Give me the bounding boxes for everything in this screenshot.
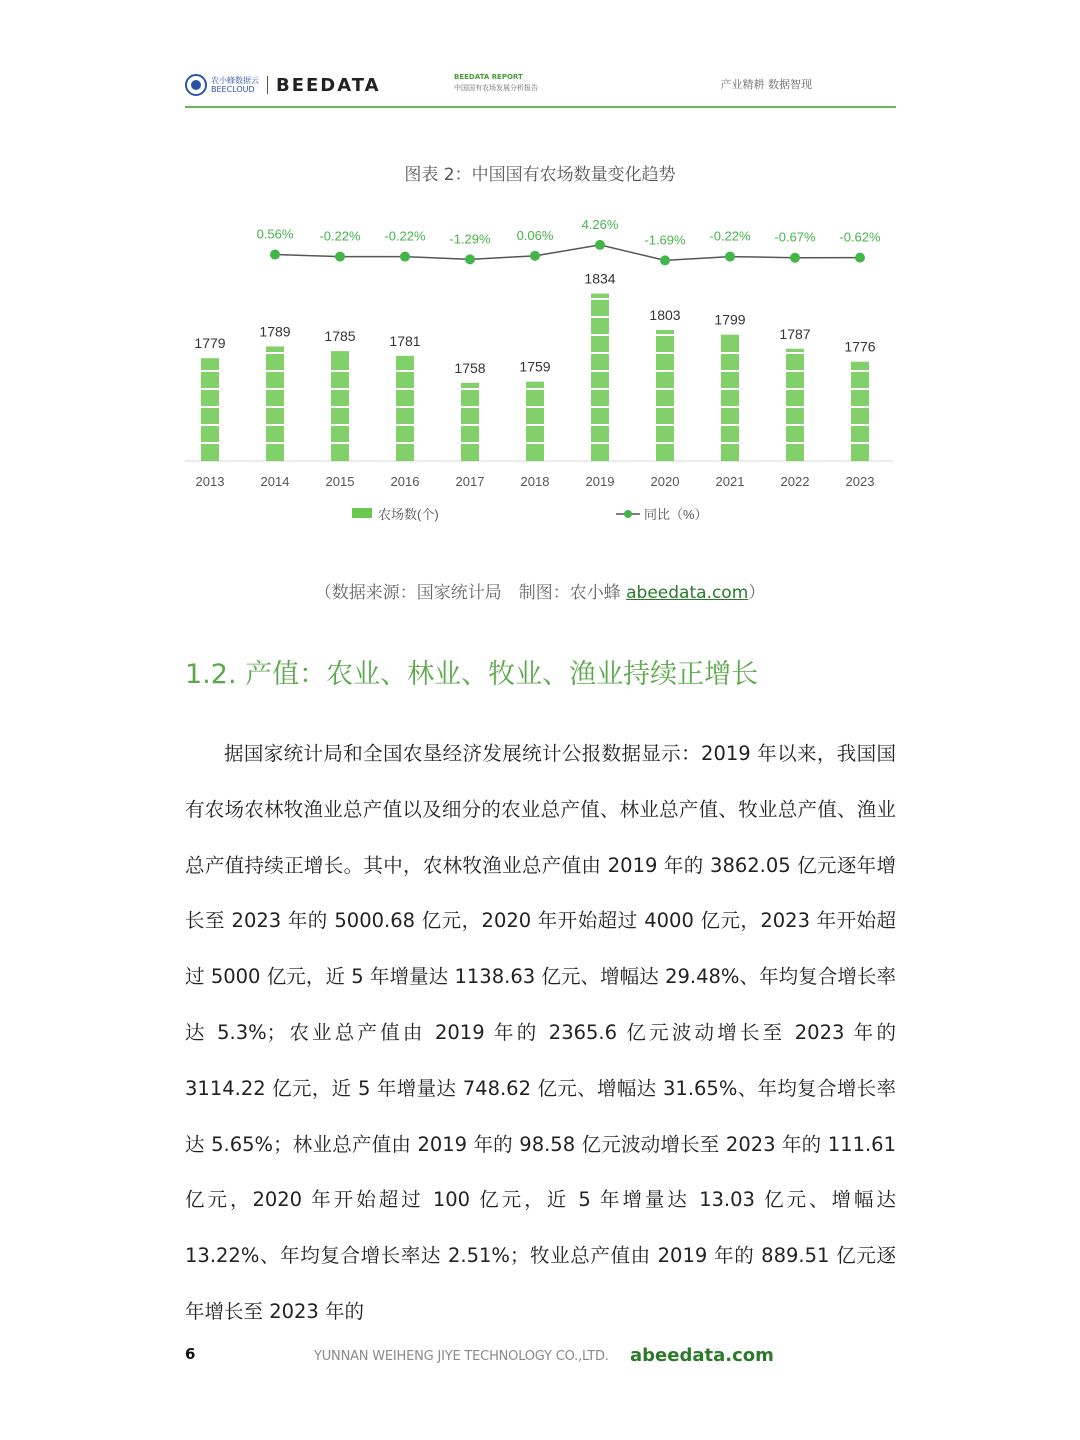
logo-cn: 农小蜂数据云 (211, 76, 259, 85)
x-tick-2016: 2016 (390, 474, 420, 489)
chart-title: 图表 2：中国国有农场数量变化趋势 (404, 165, 676, 185)
legend-bar-swatch (352, 508, 372, 518)
bar-label-2021: 1799 (714, 311, 746, 328)
bar-label-2020: 1803 (649, 306, 681, 323)
yoy-point-2014 (270, 250, 280, 260)
x-tick-2015: 2015 (325, 474, 355, 489)
bar-label-2014: 1789 (259, 323, 291, 340)
yoy-label-2017: -1.29% (449, 231, 491, 247)
yoy-label-2022: -0.67% (774, 229, 816, 245)
x-tick-2021: 2021 (715, 474, 745, 489)
yoy-label-2019: 4.26% (581, 216, 619, 232)
bar-label-2015: 1785 (324, 328, 356, 345)
bar-label-2017: 1758 (454, 359, 486, 376)
source-close: ） (748, 583, 766, 603)
page-footer (185, 1345, 896, 1369)
report-en: BEEDATA REPORT (454, 73, 523, 81)
yoy-label-2020: -1.69% (644, 232, 686, 248)
x-tick-2022: 2022 (780, 474, 810, 489)
yoy-point-2015 (335, 252, 345, 262)
yoy-point-2020 (660, 255, 670, 265)
yoy-label-2018: 0.06% (516, 227, 554, 243)
page-number: 6 (185, 1345, 196, 1363)
report-cn: 中国国有农场发展分析报告 (454, 84, 538, 92)
x-tick-2018: 2018 (520, 474, 550, 489)
yoy-point-2018 (530, 251, 540, 261)
body-paragraph (185, 726, 896, 1340)
logo-en: BEECLOUD (211, 85, 255, 94)
bar-label-2013: 1779 (194, 335, 226, 352)
bar-label-2019: 1834 (584, 270, 616, 287)
x-tick-2017: 2017 (455, 474, 485, 489)
yoy-label-2015: -0.22% (319, 228, 361, 244)
legend-bar-label: 农场数(个) (378, 507, 439, 522)
x-tick-2019: 2019 (585, 474, 615, 489)
bar-2018 (526, 382, 544, 461)
yoy-line (275, 245, 860, 260)
bar-2017 (461, 383, 479, 461)
source-link[interactable]: abeedata.com (626, 583, 749, 603)
farm-count-chart (0, 0, 1080, 560)
yoy-point-2019 (595, 240, 605, 250)
source-text: （数据来源：国家统计局 制图：农小蜂 (314, 583, 627, 603)
legend-line-marker (624, 510, 632, 518)
yoy-point-2016 (400, 252, 410, 262)
yoy-point-2023 (855, 253, 865, 263)
footer-site[interactable]: abeedata.com (630, 1345, 774, 1366)
yoy-label-2014: 0.56% (256, 226, 294, 242)
x-tick-2023: 2023 (845, 474, 875, 489)
bar-2019 (591, 294, 609, 461)
bar-2020 (656, 330, 674, 461)
bar-label-2016: 1781 (389, 332, 421, 349)
yoy-label-2021: -0.22% (709, 228, 751, 244)
yoy-point-2017 (465, 254, 475, 264)
bar-2022 (786, 349, 804, 461)
header-slogan: 产业精耕 数据智现 (720, 78, 812, 91)
section-title: 1.2. 产值：农业、林业、牧业、渔业持续正增长 (185, 659, 759, 690)
x-tick-2014: 2014 (260, 474, 290, 489)
yoy-point-2021 (725, 252, 735, 262)
chart-source (0, 578, 1080, 603)
brand-name: BEEDATA (276, 74, 381, 96)
bar-2013 (201, 358, 219, 461)
x-tick-2020: 2020 (650, 474, 680, 489)
yoy-point-2022 (790, 253, 800, 263)
yoy-label-2016: -0.22% (384, 228, 426, 244)
bar-label-2022: 1787 (779, 325, 811, 342)
company-name: YUNNAN WEIHENG JIYE TECHNOLOGY CO.,LTD. (314, 1349, 609, 1364)
bar-2023 (851, 362, 869, 461)
yoy-label-2023: -0.62% (839, 229, 881, 245)
x-tick-2013: 2013 (195, 474, 225, 489)
legend-line-label: 同比（%） (644, 507, 708, 522)
body-text: 据国家统计局和全国农垦经济发展统计公报数据显示：2019 年以来，我国国有农场农林牧渔业总产值以及细分的农业总产值、林业总产值、牧业总产值、渔业总产值持续正增长。其中，农林牧渔业总产值由 2019 年的 3862.05 亿元逐年增长至 2023 年的 5000.68 亿元，2020 年开始超过 4000 亿元，2023 年开始超过 5000 亿元，近 5 年增量达 1138.63 亿元、增幅达 29.48%、年均复合增长率达 5.3%；农业总产值由 2019 年的 2365.6 亿元波动增长至 2023 年的 3114.22 亿元，近 5 年增量达 748.62 亿元、增幅达 31.65%、年均复合增长率达 5.65%；林业总产值由 2019 年的 98.58 亿元波动增长至 2023 年的 111.61 亿元，2020 年开始超过 100 亿元，近 5 年增量达 13.03 亿元、增幅达 13.22%、年均复合增长率达 2.51%；牧业总产值由 2019 年的 889.51 亿元逐年增长至 2023 年的 (185, 742, 896, 1323)
bar-label-2018: 1759 (519, 358, 551, 375)
bar-label-2023: 1776 (844, 338, 876, 355)
